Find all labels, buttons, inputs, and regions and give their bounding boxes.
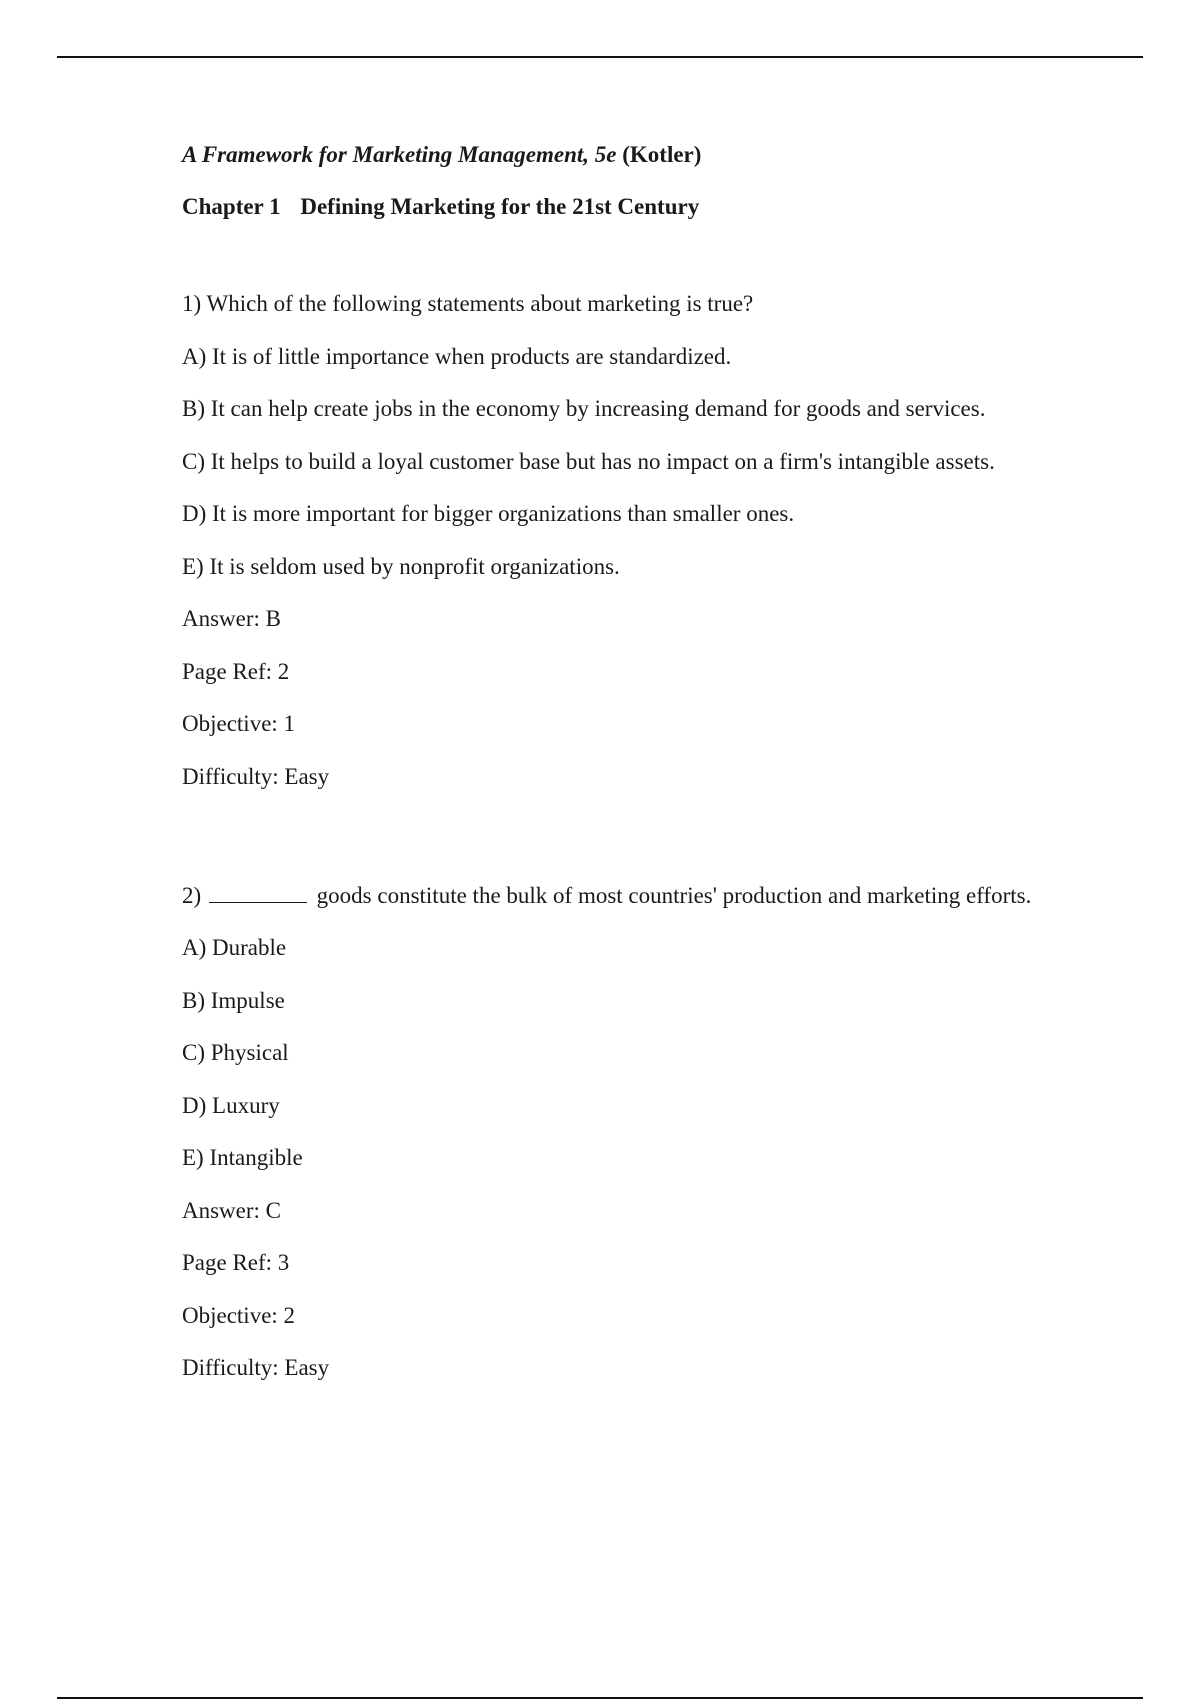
objective: Objective: 1 <box>182 711 296 736</box>
question-text: goods constitute the bulk of most countries' production and marketing efforts. <box>316 883 1032 908</box>
question-number: 2) <box>182 883 202 908</box>
option-a: A) It is of little importance when products are standardized. <box>182 343 732 369</box>
question-stem <box>182 289 1062 319</box>
option-a: A) Durable <box>182 935 287 960</box>
question-spacer <box>182 814 1062 881</box>
option-d: D) It is more important for bigger organizations than smaller ones. <box>182 501 795 526</box>
option-c: C) It helps to build a loyal customer base but has no impact on a firm's intangible assets. <box>182 448 995 474</box>
answer: Answer: C <box>182 1197 282 1223</box>
question-2 <box>182 881 1062 1383</box>
page-ref: Page Ref: 2 <box>182 658 290 684</box>
book-title-author: (Kotler) <box>622 142 702 167</box>
question-1 <box>182 289 1062 792</box>
question-text: Which of the following statements about marketing is true? <box>206 291 754 316</box>
answer: Answer: B <box>182 606 282 631</box>
objective: Objective: 2 <box>182 1302 296 1328</box>
option-b: B) Impulse <box>182 987 285 1013</box>
top-rule <box>57 56 1143 58</box>
option-c: C) Physical <box>182 1040 289 1065</box>
document-body <box>182 140 1062 1406</box>
fill-in-blank <box>209 882 307 903</box>
book-title <box>182 140 1062 170</box>
page-ref: Page Ref: 3 <box>182 1250 290 1275</box>
book-title-italic: A Framework for Marketing Management, 5e <box>182 142 617 167</box>
difficulty: Difficulty: Easy <box>182 1355 330 1380</box>
question-number: 1) <box>182 291 202 316</box>
difficulty: Difficulty: Easy <box>182 763 330 789</box>
chapter-number: Chapter 1 <box>182 194 281 219</box>
question-stem <box>182 881 1062 911</box>
option-b: B) It can help create jobs in the economy by increasing demand for goods and services. <box>182 396 986 421</box>
option-d: D) Luxury <box>182 1092 280 1118</box>
option-e: E) It is seldom used by nonprofit organizations. <box>182 553 620 579</box>
chapter-title: Defining Marketing for the 21st Century <box>300 194 700 219</box>
bottom-rule <box>57 1697 1143 1699</box>
chapter-heading <box>182 192 1062 222</box>
option-e: E) Intangible <box>182 1145 303 1170</box>
